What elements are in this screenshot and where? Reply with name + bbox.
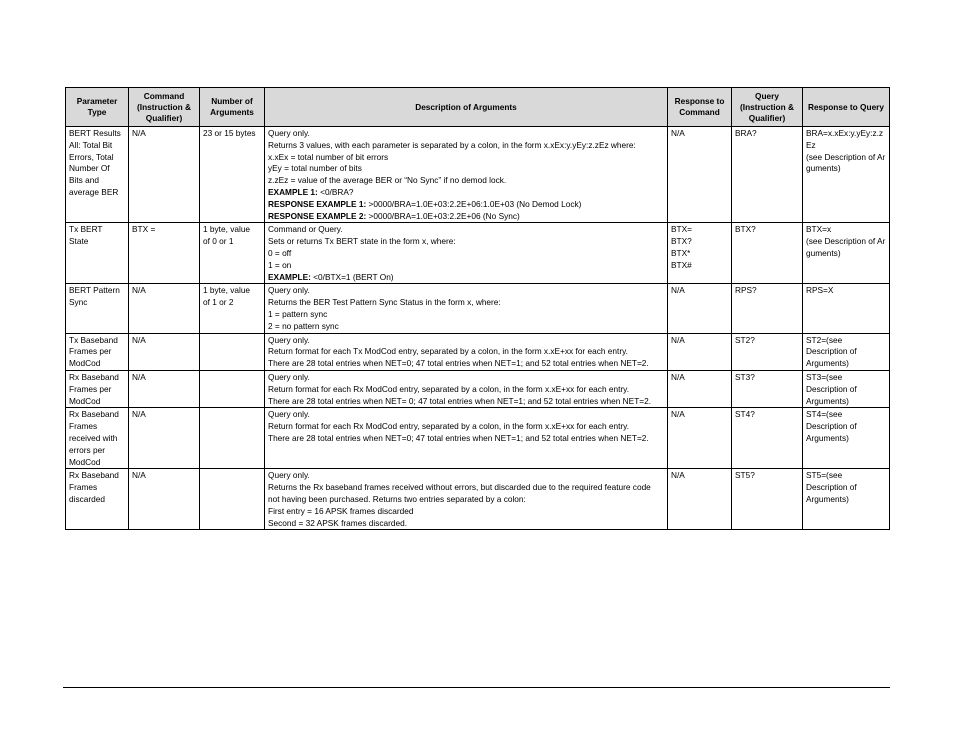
response-to-query-cell [803, 127, 890, 223]
query-response-line: ST2=(see [806, 334, 843, 345]
description-line [268, 346, 664, 358]
description-text: Returns the Rx baseband frames received without errors, but discarded due to the required feature code [268, 482, 651, 493]
description-text: yEy = total number of bits [268, 163, 362, 174]
parameter-type-line: Rx Baseband [69, 470, 119, 481]
parameter-type-line: ModCod [69, 395, 101, 406]
description-line [268, 518, 664, 530]
parameter-type-line: Frames [69, 421, 98, 432]
description-text: Second = 32 APSK frames discarded. [268, 517, 408, 528]
query-response-line: Description of [806, 482, 857, 493]
response-to-command-cell [668, 223, 732, 284]
description-cell [265, 284, 668, 333]
parameter-type-cell [66, 127, 129, 223]
description-text: 1 = on [268, 259, 292, 270]
query-response-line: ST4=(see [806, 409, 843, 420]
table-body [66, 127, 890, 530]
response-line: N/A [671, 128, 685, 138]
response-line: BTX= [671, 224, 692, 235]
response-to-query-cell [803, 370, 890, 407]
parameter-type-cell [66, 223, 129, 284]
response-to-command-cell [668, 370, 732, 407]
query-response-line: Arguments) [806, 432, 849, 443]
description-line [268, 470, 664, 482]
description-cell [265, 469, 668, 530]
parameter-type-line: average BER [69, 186, 119, 197]
query-cell: ST4? [732, 408, 803, 469]
description-text: z.zEz = value of the average BER or “No Sync” if no demod lock. [268, 175, 507, 186]
query-response-line: Description of [806, 421, 857, 432]
query-response-line: (see Description of Arguments) [806, 236, 886, 258]
description-line [268, 236, 664, 248]
table-row [66, 333, 890, 370]
description-line [268, 335, 664, 347]
response-line: N/A [671, 334, 685, 345]
parameter-type-line: All: Total Bit [69, 139, 113, 150]
table-row [66, 370, 890, 407]
query-response-line: (see Description of Arguments) [806, 151, 886, 174]
description-line [268, 396, 664, 408]
description-text: Return format for each Rx ModCod entry, separated by a colon, in the form x.xE+xx for each entry. [268, 421, 630, 432]
response-to-command-cell [668, 408, 732, 469]
arguments-line: 1 byte, value [203, 224, 251, 235]
description-text: Return format for each Tx ModCod entry, separated by a colon, in the form x.xE+xx for each entry. [268, 346, 628, 357]
table-row [66, 284, 890, 333]
parameter-type-line: ModCod [69, 456, 101, 467]
query-response-line: RPS=X [806, 285, 834, 296]
response-to-query-cell [803, 223, 890, 284]
table-row [66, 469, 890, 530]
header-query: Query (Instruction & Qualifier) [732, 88, 803, 127]
description-line [268, 421, 664, 433]
parameter-type-line: ModCod [69, 358, 101, 369]
response-to-command-cell [668, 284, 732, 333]
parameter-type-cell [66, 469, 129, 530]
description-text: Command or Query. [268, 224, 343, 235]
description-line [268, 163, 664, 175]
response-line: N/A [671, 285, 685, 296]
description-text: >0000/BRA=1.0E+03:2.2E+06 (No Sync) [366, 210, 520, 221]
description-line [268, 321, 664, 333]
response-line: BTX* [671, 247, 691, 258]
arguments-line: of 1 or 2 [203, 297, 234, 308]
table-row [66, 408, 890, 469]
description-cell [265, 333, 668, 370]
description-cell [265, 370, 668, 407]
description-line [268, 309, 664, 321]
parameter-type-line: discarded [69, 493, 105, 504]
description-text: There are 28 total entries when NET= 0; 47 total entries when NET=1; and 52 total entries when NET=2. [268, 395, 652, 406]
parameter-type-line: Rx Baseband [69, 409, 119, 420]
command-table [65, 87, 890, 530]
response-to-query-cell [803, 284, 890, 333]
description-line [268, 175, 664, 187]
arguments-line: 1 byte, value [203, 285, 251, 296]
description-label: EXAMPLE 1: [268, 186, 318, 197]
description-cell [265, 127, 668, 223]
description-line [268, 409, 664, 421]
response-line: BTX? [671, 236, 692, 247]
parameter-type-line: Frames [69, 482, 98, 493]
parameter-type-line: Frames per [69, 346, 112, 357]
query-response-line: ST3=(see [806, 371, 843, 382]
description-text: >0000/BRA=1.0E+03:2.2E+06:1.0E+03 (No Demod Lock) [366, 198, 582, 209]
query-response-line: BTX=x [806, 224, 832, 235]
parameter-type-line: Number Of [69, 163, 110, 174]
query-response-line: Description of [806, 383, 857, 394]
query-cell: RPS? [732, 284, 803, 333]
header-parameter-type: Parameter Type [66, 88, 129, 127]
description-text: 0 = off [268, 247, 292, 258]
query-cell: BRA? [732, 127, 803, 223]
description-text: Query only. [268, 334, 310, 345]
description-text: Query only. [268, 285, 310, 296]
parameter-type-line: received with [69, 432, 118, 443]
response-line: BTX# [671, 259, 692, 270]
description-line [268, 358, 664, 370]
response-to-query-cell [803, 333, 890, 370]
description-text: Query only. [268, 409, 310, 420]
description-line [268, 260, 664, 272]
description-line [268, 128, 664, 140]
arguments-cell [200, 127, 265, 223]
parameter-type-line: Rx Baseband [69, 371, 119, 382]
description-line [268, 272, 664, 284]
query-response-line: Arguments) [806, 358, 849, 369]
parameter-type-line: BERT Pattern [69, 285, 120, 296]
command-cell: N/A [129, 370, 200, 407]
header-number-of-arguments: Number of Arguments [200, 88, 265, 127]
description-label: EXAMPLE: [268, 271, 311, 282]
description-line [268, 482, 664, 494]
arguments-cell [200, 408, 265, 469]
parameter-type-line: Errors, Total [69, 151, 114, 162]
arguments-cell [200, 333, 265, 370]
description-line [268, 224, 664, 236]
description-label: RESPONSE EXAMPLE 2: [268, 210, 367, 221]
description-cell [265, 223, 668, 284]
footer-divider [63, 687, 890, 688]
arguments-cell [200, 223, 265, 284]
description-text: Return format for each Rx ModCod entry, separated by a colon, in the form x.xE+xx for each entry. [268, 383, 630, 394]
description-text: not having been purchased. Returns two entries separated by a colon: [268, 493, 526, 504]
description-text: Query only. [268, 371, 310, 382]
query-response-line: ST5=(see [806, 470, 843, 481]
response-to-command-cell [668, 333, 732, 370]
arguments-line: of 0 or 1 [203, 236, 234, 247]
response-to-command-cell [668, 469, 732, 530]
description-text: 2 = no pattern sync [268, 320, 339, 331]
arguments-line: 23 or 15 bytes [203, 128, 256, 138]
parameter-type-line: Tx BERT [69, 224, 103, 235]
description-text: <0/BRA? [317, 186, 354, 197]
description-line [268, 152, 664, 164]
response-to-query-cell [803, 469, 890, 530]
description-line [268, 494, 664, 506]
command-cell: BTX = [129, 223, 200, 284]
description-line [268, 297, 664, 309]
command-cell: N/A [129, 333, 200, 370]
command-cell: N/A [129, 284, 200, 333]
query-response-line: BRA=x.xEx:y.yEy:z.zEz [806, 128, 884, 150]
description-text: Returns 3 values, with each parameter is separated by a colon, in the form x.xEx:y.yEy:z.zEz where: [268, 139, 636, 150]
parameter-type-line: Tx Baseband [69, 334, 118, 345]
arguments-cell [200, 469, 265, 530]
arguments-cell [200, 284, 265, 333]
response-to-command-cell [668, 127, 732, 223]
query-cell: ST3? [732, 370, 803, 407]
description-line [268, 248, 664, 260]
description-cell [265, 408, 668, 469]
header-response-to-command: Response to Command [668, 88, 732, 127]
query-response-line: Arguments) [806, 493, 849, 504]
description-text: Query only. [268, 128, 310, 138]
description-line [268, 384, 664, 396]
command-cell: N/A [129, 408, 200, 469]
table-row [66, 223, 890, 284]
parameter-type-line: Sync [69, 297, 88, 308]
header-description: Description of Arguments [265, 88, 668, 127]
query-cell: ST2? [732, 333, 803, 370]
description-text: Returns the BER Test Pattern Sync Status in the form x, where: [268, 297, 501, 308]
query-response-line: Description of [806, 346, 857, 357]
description-label: RESPONSE EXAMPLE 1: [268, 198, 367, 209]
description-text: There are 28 total entries when NET=0; 47 total entries when NET=1; and 52 total entries when NET=2. [268, 358, 649, 369]
query-response-line: Arguments) [806, 395, 849, 406]
table-row [66, 127, 890, 223]
arguments-cell [200, 370, 265, 407]
parameter-type-cell [66, 284, 129, 333]
table-header-row [66, 88, 890, 127]
response-line: N/A [671, 470, 685, 481]
description-line [268, 372, 664, 384]
parameter-type-cell [66, 333, 129, 370]
description-text: Query only. [268, 470, 310, 481]
command-cell: N/A [129, 127, 200, 223]
parameter-type-cell [66, 370, 129, 407]
description-text: 1 = pattern sync [268, 308, 328, 319]
response-line: N/A [671, 371, 685, 382]
description-line [268, 433, 664, 445]
parameter-type-line: Frames per [69, 383, 112, 394]
description-text: x.xEx = total number of bit errors [268, 151, 389, 162]
description-line [268, 506, 664, 518]
response-line: N/A [671, 409, 685, 420]
response-to-query-cell [803, 408, 890, 469]
description-text: Sets or returns Tx BERT state in the form x, where: [268, 236, 456, 247]
query-cell: ST5? [732, 469, 803, 530]
description-line [268, 199, 664, 211]
description-text: First entry = 16 APSK frames discarded [268, 505, 414, 516]
parameter-type-line: errors per [69, 444, 105, 455]
description-line [268, 187, 664, 199]
header-command: Command (Instruction & Qualifier) [129, 88, 200, 127]
description-line [268, 211, 664, 223]
description-line [268, 285, 664, 297]
parameter-type-line: State [69, 236, 89, 247]
parameter-type-line: BERT Results [69, 128, 121, 138]
description-text: There are 28 total entries when NET=0; 47 total entries when NET=1; and 52 total entries when NET=2. [268, 432, 649, 443]
parameter-type-line: Bits and [69, 175, 99, 186]
query-cell: BTX? [732, 223, 803, 284]
description-line [268, 140, 664, 152]
command-cell: N/A [129, 469, 200, 530]
header-response-to-query: Response to Query [803, 88, 890, 127]
description-text: <0/BTX=1 (BERT On) [310, 271, 394, 282]
parameter-type-cell [66, 408, 129, 469]
